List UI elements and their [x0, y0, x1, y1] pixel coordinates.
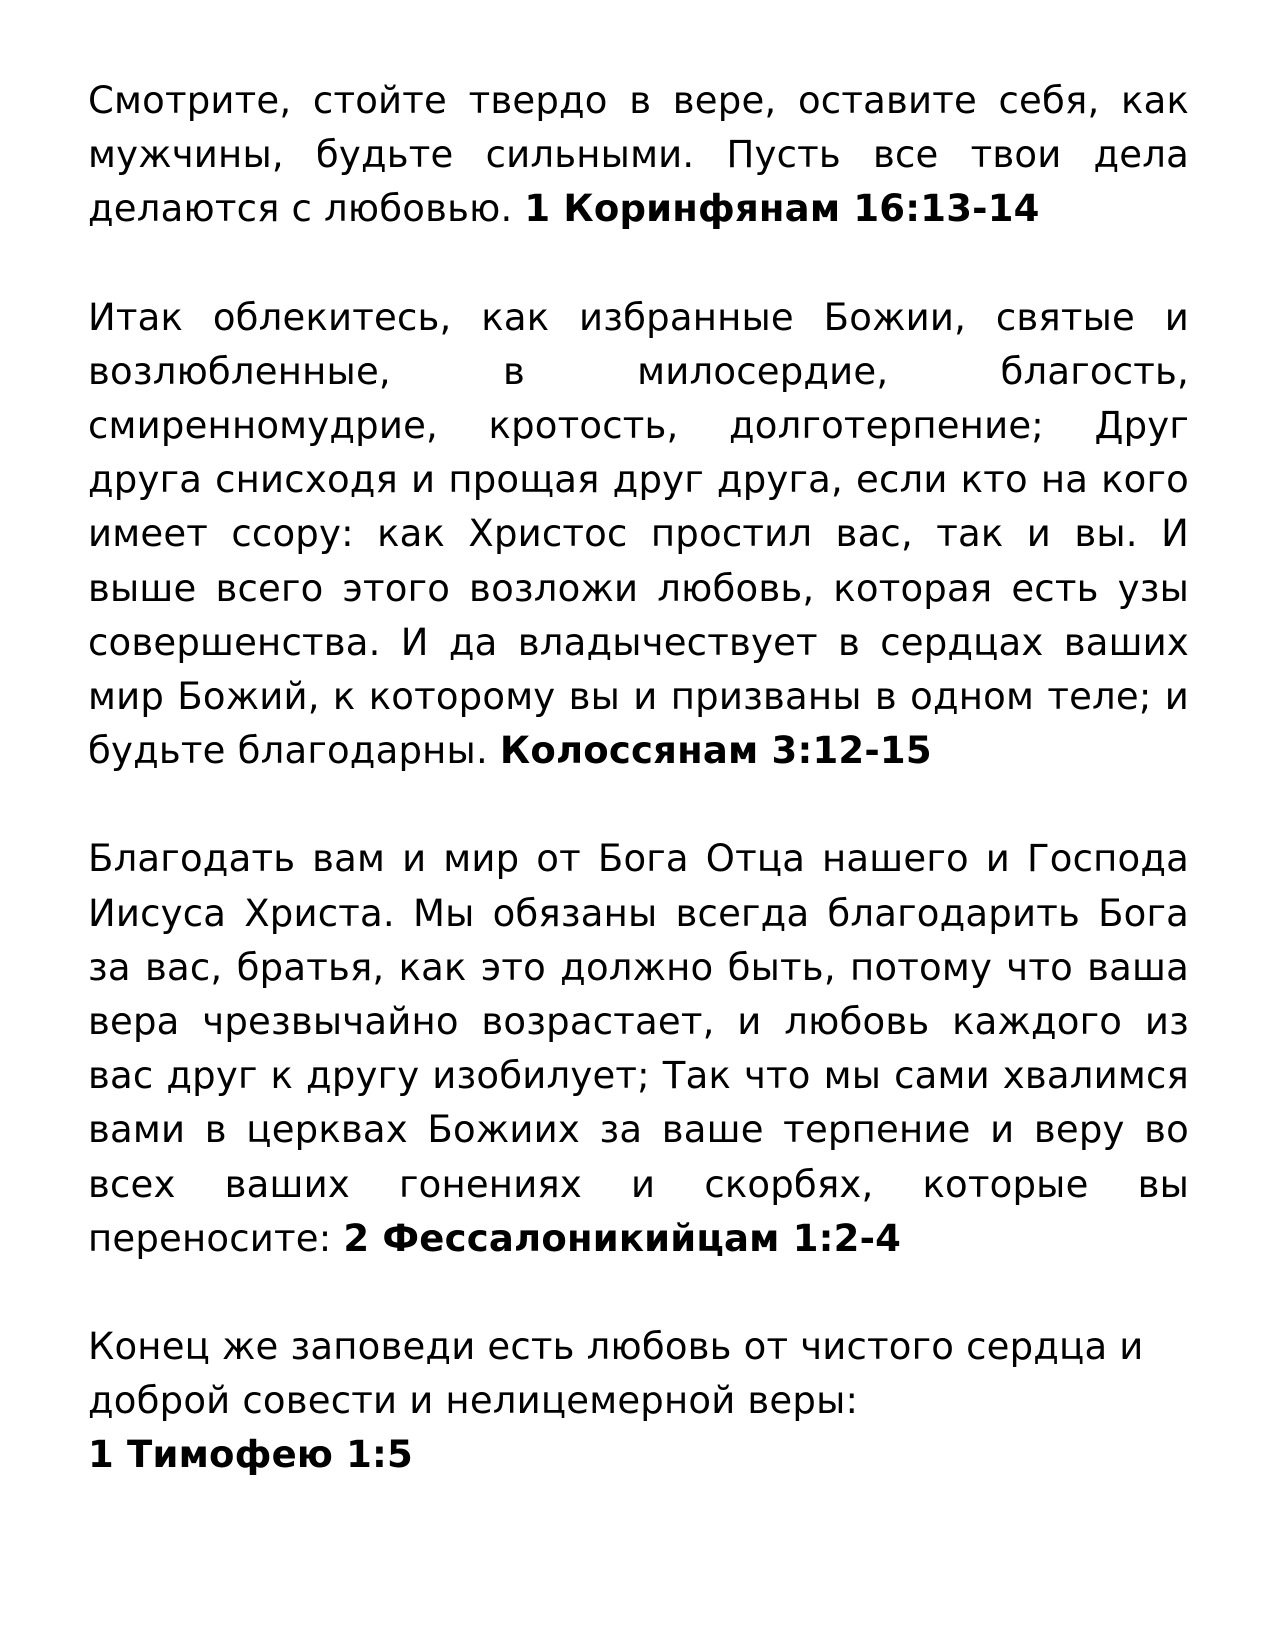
passage-text: Итак облекитесь, как избранные Божии, святые и возлюбленные, в милосердие, благость, смиренномудрие, кротость, долготерпение; Друг друга снисходя и прощая друг друга, если кто на кого имеет ссору: как Христос простил вас, так и вы. И выше всего этого возложи любовь, которая есть узы совершенства. И да владычествует в сердцах ваших мир Божий, к которому вы и призваны в одном теле; и будьте благодарны. — [88, 295, 1189, 773]
passage-3 — [88, 832, 1189, 1266]
passage-text: Смотрите, стойте твердо в вере, оставите себя, как мужчины, будьте сильными. Пусть все твои дела делаются с любовью. — [88, 79, 1189, 231]
document-page — [88, 74, 1189, 1483]
verse-reference: 1 Коринфянам 16:13-14 — [524, 187, 1040, 231]
verse-reference: Колоссянам 3:12-15 — [499, 729, 932, 773]
verse-reference: 1 Тимофею 1:5 — [88, 1433, 413, 1477]
passage-text: Конец же заповеди есть любовь от чистого сердца и доброй совести и нелицемерной веры: — [88, 1325, 1144, 1423]
passage-text: Благодать вам и мир от Бога Отца нашего и Господа Иисуса Христа. Мы обязаны всегда благодарить Бога за вас, братья, как это должно быть, потому что ваша вера чрезвычайно возрастает, и любовь каждого из вас друг к другу изобилует; Так что мы сами хвалимся вами в церквах Божиих за ваше терпение и веру во всех ваших гонениях и скорбях, которые вы переносите: — [88, 837, 1189, 1260]
passage-1 — [88, 74, 1189, 237]
passage-2 — [88, 291, 1189, 779]
passage-4 — [88, 1320, 1189, 1483]
verse-reference: 2 Фессалоникийцам 1:2-4 — [343, 1216, 902, 1260]
